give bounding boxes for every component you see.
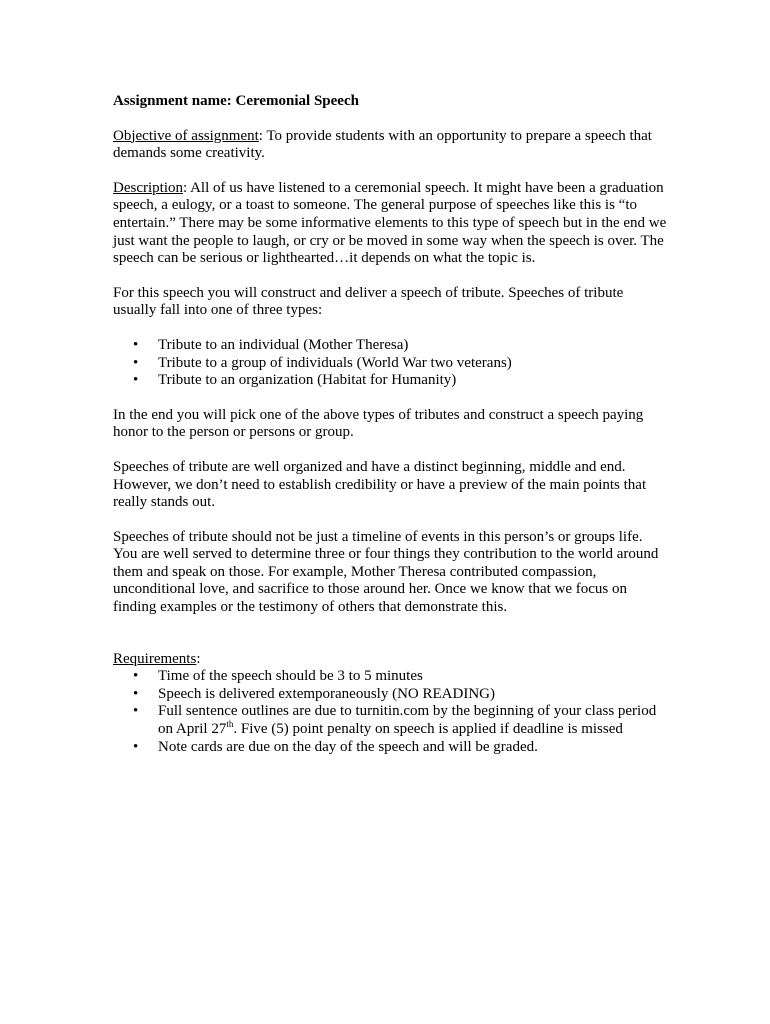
document-body: [113, 93, 668, 756]
requirements-heading: [113, 651, 668, 669]
bullet-icon: •: [133, 738, 139, 755]
bullet-icon: •: [133, 336, 139, 353]
list-item: [113, 372, 668, 390]
description-text: : All of us have listened to a ceremonial speech. It might have been a graduation speech, a eulogy, or a toast to someone. The general purpose of speeches like this is “to entertain.” There may be some informative elements to this type of speech but in the end we just want the people to laugh, or cry or be moved in some way when the speech is over. The speech can be serious or lighthearted…it depends on what the topic is.: [113, 179, 667, 267]
requirement-time: Time of the speech should be 3 to 5 minutes: [158, 668, 423, 685]
list-item: [113, 686, 668, 704]
requirement-outline-text-b: . Five (5) point penalty on speech is applied if deadline is missed: [233, 721, 623, 738]
bullet-icon: •: [133, 703, 139, 720]
list-item: [113, 355, 668, 373]
requirement-outline-superscript: th: [226, 719, 234, 730]
tribute-types-list: [113, 337, 668, 390]
pick-paragraph: In the end you will pick one of the above types of tributes and construct a speech paying honor to the person or persons or group.: [113, 406, 644, 441]
tribute-intro-paragraph: For this speech you will construct and deliver a speech of tribute. Speeches of tribute usually fall into one of three types:: [113, 284, 624, 319]
description-paragraph: [113, 180, 668, 268]
assignment-title: Assignment name: Ceremonial Speech: [113, 93, 359, 109]
bullet-icon: •: [133, 668, 139, 685]
timeline-paragraph: Speeches of tribute should not be just a timeline of events in this person’s or groups life. You are well served to determine three or four things they contribution to the world around them and speak on those. For example, Mother Theresa contributed compassion, unconditional love, and sacrifice to those around her. Once we know that we focus on finding examples or the testimony of others that demonstrate this.: [113, 528, 659, 616]
bullet-icon: •: [133, 685, 139, 702]
list-item: [113, 337, 668, 355]
requirement-notecards: Note cards are due on the day of the speech and will be graded.: [158, 738, 538, 755]
tribute-type-group: Tribute to a group of individuals (World War two veterans): [158, 354, 512, 371]
requirement-outline: [158, 703, 656, 737]
list-item: [113, 703, 668, 738]
bullet-icon: •: [133, 354, 139, 371]
tribute-type-individual: Tribute to an individual (Mother Theresa): [158, 336, 409, 353]
list-item: [113, 668, 668, 686]
organized-paragraph: Speeches of tribute are well organized and have a distinct beginning, middle and end. However, we don’t need to establish credibility or have a preview of the main points that really stands out.: [113, 458, 647, 511]
objective-label: Objective of assignment: [113, 127, 259, 144]
list-item: [113, 739, 668, 757]
requirements-list: [113, 668, 668, 756]
objective-paragraph: [113, 128, 668, 163]
requirements-colon: :: [196, 650, 201, 667]
description-label: Description: [113, 179, 183, 196]
tribute-type-organization: Tribute to an organization (Habitat for Humanity): [158, 372, 457, 389]
objective-text: : To provide students with an opportunity to prepare a speech that demands some creativity.: [113, 127, 652, 162]
requirements-label: Requirements: [113, 650, 197, 667]
requirement-outline-text-a: Full sentence outlines are due to turnitin.com by the beginning of your class period on April 27: [158, 703, 657, 738]
requirement-delivery: Speech is delivered extemporaneously (NO READING): [158, 685, 495, 702]
bullet-icon: •: [133, 372, 139, 389]
